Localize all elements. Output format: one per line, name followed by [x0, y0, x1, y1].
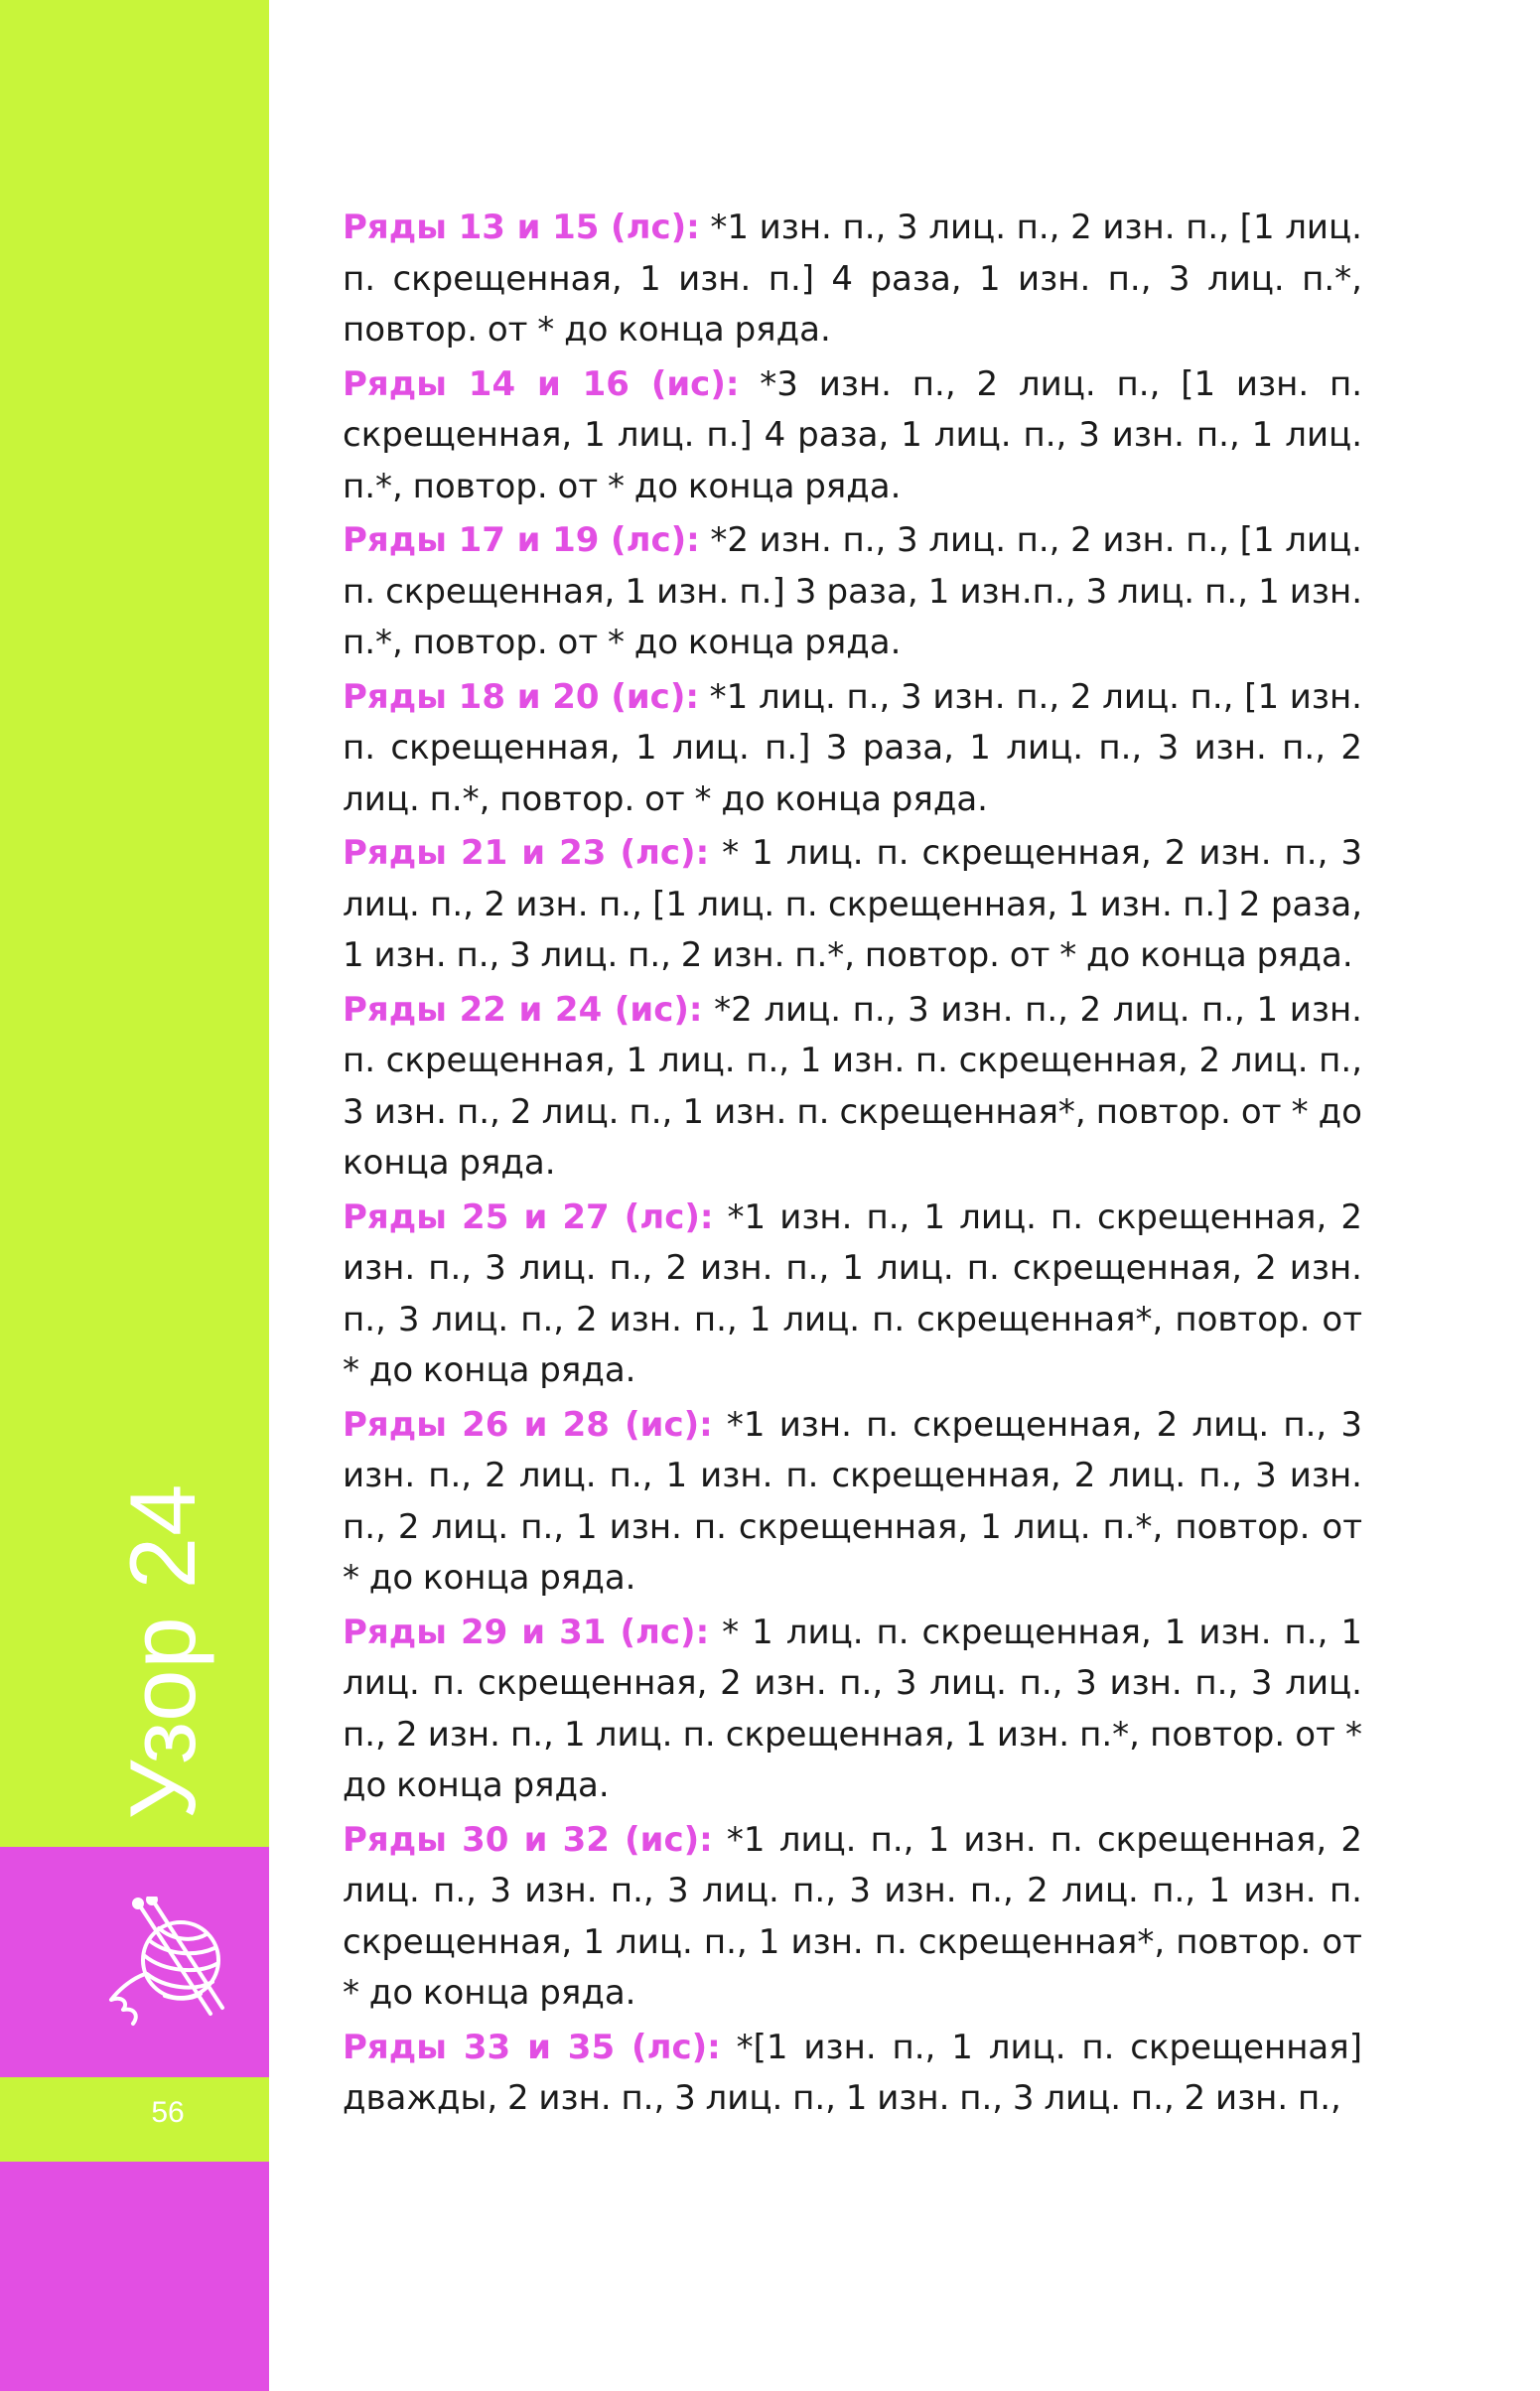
row-text: *3 изн. п., 2 лиц. п., [1 изн. п. скрещенная, 1 лиц. п.] 4 раза, 1 лиц. п., 3 изн. п., 1 лиц. п.*, повтор. от * до конца ряда.	[343, 363, 1362, 506]
instruction-paragraph	[343, 1815, 1362, 2020]
row-label: Ряды 21 и 23 (лс):	[343, 833, 710, 873]
row-text: *1 лиц. п., 3 изн. п., 2 лиц. п., [1 изн. п. скрещенная, 1 лиц. п.] 3 раза, 1 лиц. п., 3 изн. п., 2 лиц. п.*, повтор. от * до конца ряда.	[343, 676, 1362, 819]
row-label: Ряды 13 и 15 (лс):	[343, 208, 700, 247]
section-title: Узор 24	[110, 1482, 214, 1820]
instruction-paragraph	[343, 1400, 1362, 1605]
row-label: Ряды 18 и 20 (ис):	[343, 676, 699, 717]
instruction-paragraph	[343, 672, 1362, 826]
row-text: *1 лиц. п., 1 изн. п. скрещенная, 2 лиц. п., 3 изн. п., 3 лиц. п., 3 изн. п., 2 лиц. п., 1 изн. п. скрещенная, 1 лиц. п., 1 изн. п. скрещенная*, повтор. от * до конца ряда.	[343, 1819, 1362, 2013]
row-label: Ряды 25 и 27 (лс):	[343, 1196, 714, 1237]
row-label: Ряды 14 и 16 (ис):	[343, 363, 740, 404]
sidebar-bottom-band	[0, 2162, 269, 2391]
row-label: Ряды 26 и 28 (ис):	[343, 1404, 713, 1445]
row-label: Ряды 17 и 19 (лс):	[343, 520, 700, 560]
instruction-paragraph	[343, 203, 1362, 356]
instruction-paragraph	[343, 515, 1362, 669]
instruction-paragraph	[343, 828, 1362, 982]
row-text: *2 изн. п., 3 лиц. п., 2 изн. п., [1 лиц. п. скрещенная, 1 изн. п.] 3 раза, 1 изн.п., 3 лиц. п., 1 изн. п.*, повтор. от * до конца ряда.	[343, 520, 1362, 662]
row-label: Ряды 30 и 32 (ис):	[343, 1819, 713, 1860]
row-text: *1 изн. п., 1 лиц. п. скрещенная, 2 изн. п., 3 лиц. п., 2 изн. п., 1 лиц. п. скрещенная, 2 изн. п., 3 лиц. п., 2 изн. п., 1 лиц. п. скрещенная*, повтор. от * до конца ряда.	[343, 1196, 1362, 1390]
row-text: *2 лиц. п., 3 изн. п., 2 лиц. п., 1 изн. п. скрещенная, 1 лиц. п., 1 изн. п. скрещенная, 2 лиц. п., 3 изн. п., 2 лиц. п., 1 изн. п. скрещенная*, повтор. от * до конца ряда.	[343, 989, 1362, 1183]
row-label: Ряды 29 и 31 (лс):	[343, 1612, 710, 1652]
row-text: *1 изн. п. скрещенная, 2 лиц. п., 3 изн. п., 2 лиц. п., 1 изн. п. скрещенная, 2 лиц. п., 3 изн. п., 2 лиц. п., 1 изн. п. скрещенная, 1 лиц. п.*, повтор. от * до конца ряда.	[343, 1404, 1362, 1598]
instruction-paragraph	[343, 1608, 1362, 1812]
page-number: 56	[151, 2096, 185, 2129]
instruction-paragraph	[343, 359, 1362, 513]
row-text: * 1 лиц. п. скрещенная, 1 изн. п., 1 лиц. п. скрещенная, 2 изн. п., 3 лиц. п., 3 изн. п., 3 лиц. п., 2 изн. п., 1 лиц. п. скрещенная, 1 изн. п.*, повтор. от * до конца ряда.	[343, 1612, 1362, 1805]
yarn-ball-icon	[99, 1897, 248, 2036]
row-text: *[1 изн. п., 1 лиц. п. скрещенная] дважды, 2 изн. п., 3 лиц. п., 1 изн. п., 3 лиц. п., 2 изн. п.,	[343, 2027, 1362, 2118]
row-label: Ряды 33 и 35 (лс):	[343, 2027, 721, 2067]
instructions-body	[343, 203, 1362, 2128]
row-text: *1 изн. п., 3 лиц. п., 2 изн. п., [1 лиц. п. скрещенная, 1 изн. п.] 4 раза, 1 изн. п., 3 лиц. п.*, повтор. от * до конца ряда.	[343, 208, 1362, 350]
instruction-paragraph	[343, 2023, 1362, 2125]
row-text: * 1 лиц. п. скрещенная, 2 изн. п., 3 лиц. п., 2 изн. п., [1 лиц. п. скрещенная, 1 изн. п.] 2 раза, 1 изн. п., 3 лиц. п., 2 изн. п.*, повтор. от * до конца ряда.	[343, 833, 1362, 975]
row-label: Ряды 22 и 24 (ис):	[343, 989, 703, 1030]
sidebar	[0, 0, 269, 2391]
instruction-paragraph	[343, 1193, 1362, 1397]
instruction-paragraph	[343, 985, 1362, 1190]
